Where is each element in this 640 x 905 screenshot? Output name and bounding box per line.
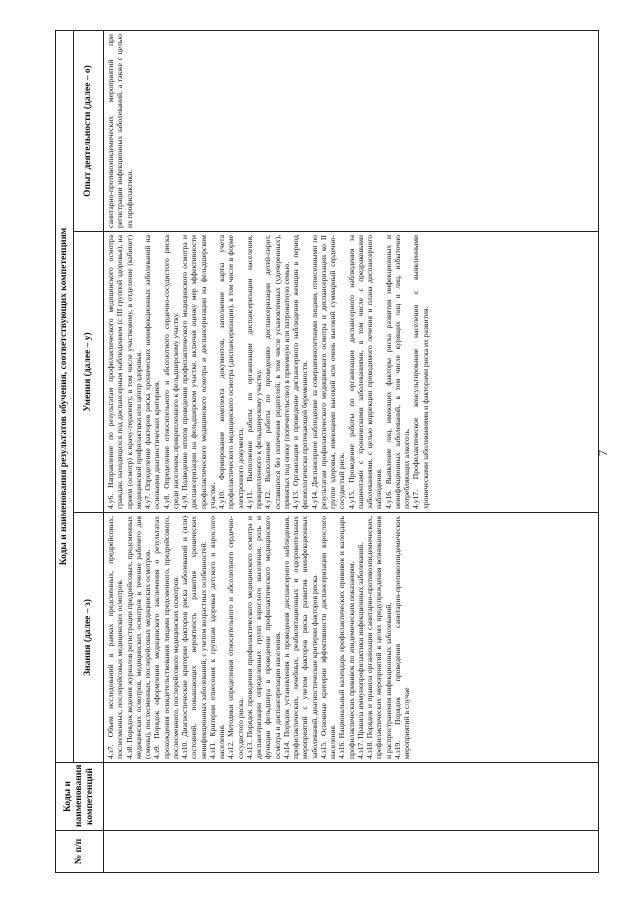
skill-item: 4.у6. Направление по результатам профилактического медицинского осмотра граждан, находящихся под диспансерным наблюдением (с III группой здоровья), на прием (осмотр) к врачу-терапевту, в том числе участковому, в отделение (кабинет) медицинской профилактики или центр здоровья. [106,235,143,509]
header-skills: Умения (далее – у) [74,232,104,513]
knowledge-item: 4.з18. Порядок и правила организации санитарно-противоэпидемических, профилактических мероприятий в целях предупреждения возникновения и распространения инфекционных заболеваний. [365,516,393,759]
skill-item: 4.у17. Профилактическое консультирование населения с выявленными хроническими заболеваниями и факторами риска их развития. [411,235,430,509]
knowledge-item: 4.з19. Порядок проведения санитарно-противоэпидемических мероприятий в случае [392,516,411,759]
knowledge-item: 4.з16. Национальный календарь профилактических прививок и календарь профилактических прививок по эпидемическим показаниям. [337,516,356,759]
knowledge-item: 4.з7. Объем исследований в рамках предсменных, предрейсовых, послесменных, послерейсовых медицинских осмотров. [106,516,125,759]
skill-item: 4.у9. Подведение итогов проведения профилактического медицинского осмотра и диспансеризации на фельдшерском участке, включая оценку мер эффективности профилактического медицинского осмотра и диспансеризации на фельдшерском участке. [180,235,217,509]
knowledge-item: 4.з8. Порядок ведения журналов регистрации предрейсовых, предсменных медицинских осмотров, медицинских осмотров в течение рабочего дня (смены), послесменных, послерейсовых медицинских осмотров. [124,516,152,759]
rotated-table-wrapper [55,31,599,873]
knowledge-item: 4.з10. Диагностические критерии факторов риска заболеваний и (или) состояний, повышающих вероятность развития хронических неинфекционных заболеваний, с учетом возрастных особенностей. [180,516,208,759]
cell-experience [104,31,599,232]
header-results-group: Коды и наименования результатов обучения, соответствующих компетенциям [56,31,74,763]
header-codes: Коды и наименования компетенций [56,763,104,831]
knowledge-item: 4.з13. Порядок проведения профилактического медицинского осмотра и диспансеризации определенных групп взрослого населения, роль и функции фельдшера в проведении профилактического медицинского осмотра и диспансеризации населения. [244,516,282,759]
knowledge-item: 4.з17. Правила иммунопрофилактики инфекционных заболеваний. [355,542,365,759]
skill-item: 4.у8. Определение относительного и абсолютного сердечно-сосудистого риска среди населения, прикрепленного к фельдшерскому участку. [161,235,180,509]
knowledge-item: 4.з15. Основные критерии эффективности диспансеризации взрослого населения. [318,516,337,759]
competency-results-table [55,30,599,873]
skill-item: 4.у15. Проведение работы по организации диспансерного наблюдения за пациентами с хроническими заболеваниями, в том числе с предраковыми заболеваниями, с целью коррекции проводимого лечения и плана диспансерного наблюдения. [346,235,384,509]
cell-skills [104,232,599,513]
skill-item: 4.у13. Организация и проведение диспансерного наблюдения женщин в период физиологически протекающей беременности. [291,235,310,509]
cell-num [104,831,599,873]
experience-item: санитарно-противоэпидемических мероприятий при регистрации инфекционных заболеваний, а также с целью их профилактики. [106,34,134,228]
skill-item: 4.у12. Выполнение работы по проведению диспансеризации детей-сирот, оставшихся без попечения родителей, в том числе усыновленных (удочеренных), принятых под опеку (попечительство) в приемную или патронатную семью. [263,235,291,509]
knowledge-item: 4.з11. Критерии отнесения к группам здоровья детского и взрослого населения. [207,516,226,759]
header-num: № п/п [56,831,104,873]
header-knowledge: Знания (далее – з) [74,513,104,763]
skill-item: 4.у7. Определение факторов риска хронических неинфекционных заболеваний на основании диагностических критериев. [143,235,162,509]
skill-item: 4.у11. Выполнение работы по организации диспансеризации населения, прикрепленного к фельдшерскому участку. [244,235,263,509]
cell-codes [104,763,599,831]
skill-item: 4.у16. Выявление лиц, имеющих факторы риска развития инфекционных и неинфекционных заболеваний, в том числе курящих лиц и лиц, избыточно потребляющих алкоголь. [383,235,411,509]
skill-item: 4.у14. Диспансерное наблюдение за совершеннолетними лицами, отнесенными по результатам профилактического медицинского осмотра и диспансеризации ко II группе здоровья, имеющими высокий или очень высокий суммарный сердечно-сосудистый риск. [309,235,347,509]
header-experience: Опыт деятельности (далее – о) [74,31,104,232]
knowledge-item: 4.з14. Порядок установления и проведения диспансерного наблюдения, профилактических, лечебных, реабилитационных и оздоровительных мероприятий с учетом факторов риска развития неинфекционных заболеваний, диагностические критерии факторов риска. [281,516,319,759]
page-number: 7 [595,449,610,457]
knowledge-item: 4.з9. Порядок оформления медицинского заключения о результатах прохождения освидетельствования лицами предсменного, предрейсового, послесменного, послерейсового медицинских осмотров. [152,516,180,759]
knowledge-item: 4.з12. Методики определения относительного и абсолютного сердечно-сосудистого риска. [226,516,245,759]
cell-knowledge [104,513,599,763]
skill-item: 4.у10. Формирование комплекта документов, заполнение карты учета профилактического медицинского осмотра (диспансеризации), в том числе в форме электронного документа. [217,235,245,509]
